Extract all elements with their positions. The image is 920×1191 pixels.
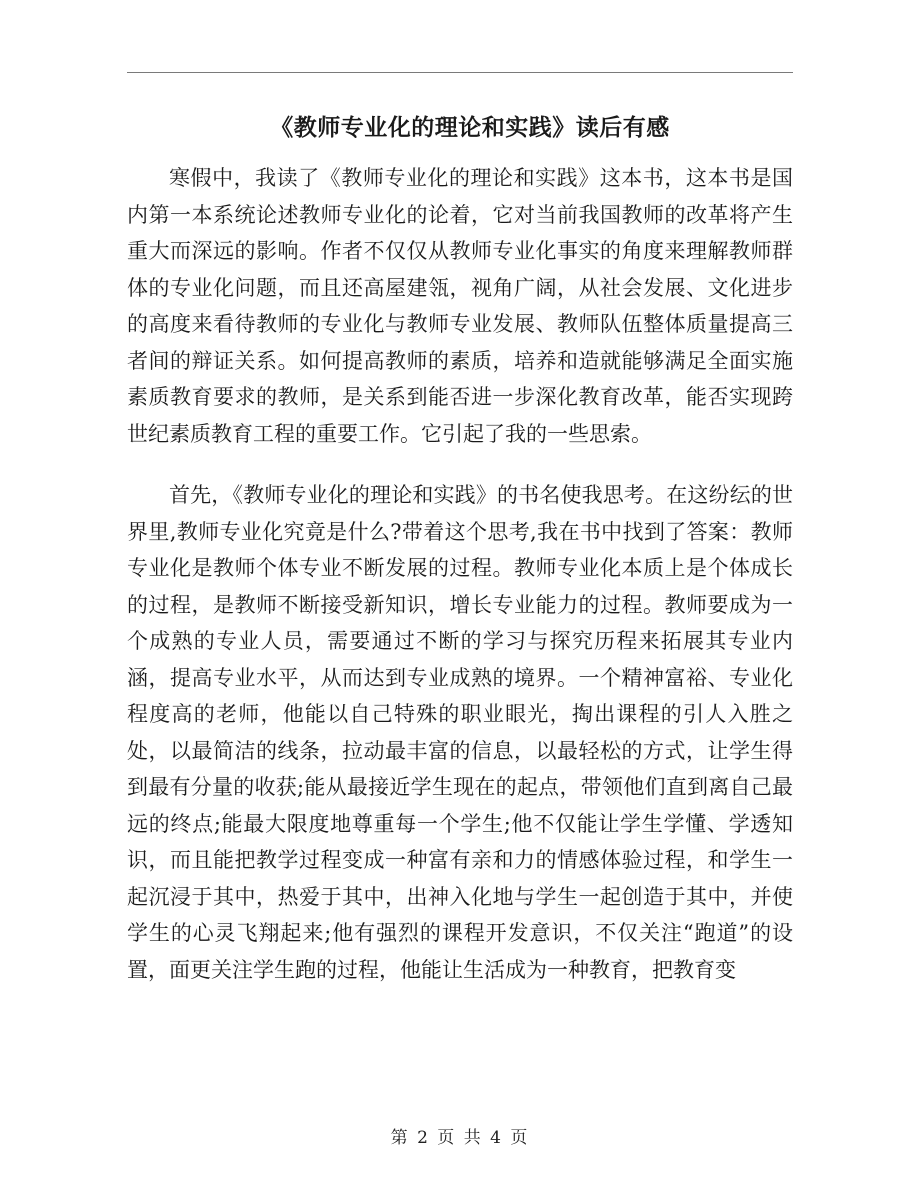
page-number-footer: 第 2 页 共 4 页 xyxy=(390,1128,530,1148)
document-title: 《教师专业化的理论和实践》读后有感 xyxy=(270,114,670,141)
document-body xyxy=(127,160,793,988)
paragraph-2: 首先，《教师专业化的理论和实践》的书名使我思考。在这纷纭的世界里,教师专业化究竟是什么?带着这个思考,我在书中找到了答案：教师专业化是教师个体专业不断发展的过程。教师专业化本质上是个体成长的过程，是教师不断接受新知识，增长专业能力的过程。教师要成为一个成熟的专业人员，需要通过不断的学习与探究历程来拓展其专业内涵，提高专业水平，从而达到专业成熟的境界。一个精神富裕、专业化程度高的老师，他能以自己特殊的职业眼光，掏出课程的引人入胜之处，以最简洁的线条，拉动最丰富的信息，以最轻松的方式，让学生得到最有分量的收获;能从最接近学生现在的起点，带领他们直到离自己最远的终点;能最大限度地尊重每一个学生;他不仅能让学生学懂、学透知识，而且能把教学过程变成一种富有亲和力的情感体验过程，和学生一起沉浸于其中，热爱于其中，出神入化地与学生一起创造于其中，并使学生的心灵飞翔起来;他有强烈的课程开发意识，不仅关注“跑道”的设置，面更关注学生跑的过程，他能让生活成为一种教育，把教育变 xyxy=(127,483,793,982)
header-rule xyxy=(127,72,793,73)
paragraph-1: 寒假中，我读了《教师专业化的理论和实践》这本书，这本书是国内第一本系统论述教师专业化的论着，它对当前我国教师的改革将产生重大而深远的影响。作者不仅仅从教师专业化事实的角度来理解教师群体的专业化问题，而且还高屋建瓴，视角广阔，从社会发展、文化进步的高度来看待教师的专业化与教师专业发展、教师队伍整体质量提高三者间的辩证关系。如何提高教师的素质，培养和造就能够满足全面实施素质教育要求的教师，是关系到能否进一步深化教育改革，能否实现跨世纪素质教育工程的重要工作。它引起了我的一些思索。 xyxy=(127,166,793,446)
